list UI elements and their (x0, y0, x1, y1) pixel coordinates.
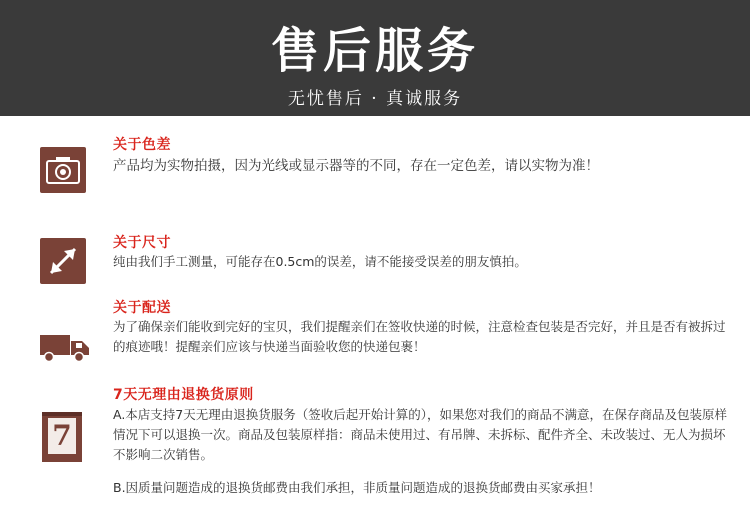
section-title-delivery: 关于配送 (113, 300, 171, 316)
section-text-delivery: 为了确保亲们能收到完好的宝贝，我们提醒亲们在签收快递的时候，注意检查包装是否完好，并且是否有被拆过的痕迹哦！提醒亲们应该与快递当面验收您的快递包裹！ (113, 319, 726, 354)
truck-icon (40, 333, 90, 363)
section-text-color: 产品均为实物拍摄，因为光线或显示器等的不同，存在一定色差，请以实物为准！ (113, 158, 599, 174)
seven-day-label: 7 (48, 418, 76, 454)
camera-icon (40, 147, 86, 193)
header-banner (0, 0, 750, 116)
section-text-return-b: B.因质量问题造成的退换货邮费由我们承担，非质量问题造成的退换货邮费由买家承担！ (113, 480, 601, 495)
page-title: 售后服务 (270, 23, 479, 79)
resize-arrow-icon (40, 238, 86, 284)
section-title-return: 7天无理由退换货原则 (113, 387, 254, 403)
section-title-size: 关于尺寸 (113, 235, 171, 251)
seven-day-return-icon (42, 412, 82, 462)
section-text-return-a: A.本店支持7天无理由退换货服务（签收后起开始计算的），如果您对我们的商品不满意，在保存商品及包装原样情况下可以退换一次。商品及包装原样指：商品未使用过、有吊牌、未拆标、配件齐全、未改装过、无人为损坏不影响二次销售。 (113, 407, 728, 462)
section-text-size: 纯由我们手工测量，可能存在0.5cm的误差，请不能接受误差的朋友慎拍。 (113, 254, 527, 269)
section-title-color: 关于色差 (113, 137, 171, 153)
page-subtitle: 无忧售后 · 真诚服务 (287, 89, 463, 109)
calendar-top-bar (42, 412, 82, 416)
